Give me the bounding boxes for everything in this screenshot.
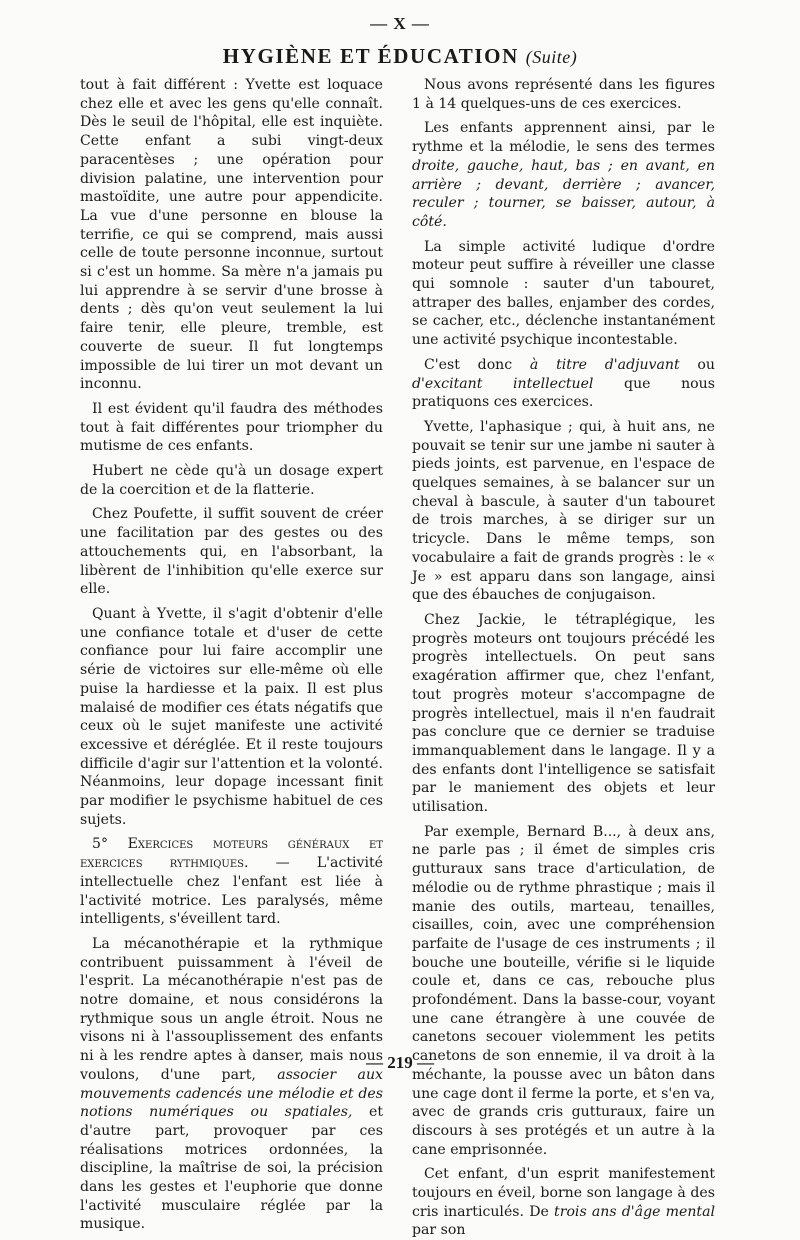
running-title xyxy=(0,44,800,69)
paragraph: C'est donc à titre d'adjuvant ou d'excitant intellectuel que nous pratiquons ces exercices. xyxy=(412,356,715,411)
paragraph: tout à fait différent : Yvette est loquace chez elle et avec les gens qu'elle connaît. Dès le seuil de l'hôpital, elle est inquiète. Cette enfant a subi vingt-deux paracentèses ; une opération pour division palatine, une intervention pour mastoïdite, une autre pour appendicite. La vue d'une personne en blouse la terrifie, ce qui se comprend, mais aussi celle de toute personne inconnue, surtout si c'est un homme. Sa mère n'a jamais pu lui apprendre à se servir d'une brosse à dents ; dès qu'on veut seulement la lui faire tenir, elle pleure, tremble, est couverte de sueur. Il fut longtemps impossible de lui tirer un mot devant un inconnu. xyxy=(80,77,383,393)
paragraph: Par exemple, Bernard B..., à deux ans, ne parle pas ; il émet de simples cris gutturaux sans trace d'articulation, de mélodie ou de rythme phrastique ; mais il manie des outils, marteau, tenailles, cisailles, coin, avec une compréhension parfaite de l'usage de ces instruments ; il bouche une bouteille, vérifie si le liquide coule et, dans ce cas, rebouche plus profondément. Dans la basse-cour, voyant une cane étrangère à une couvée de canetons secouer violemment les petits canetons de son ennemie, il va droit à la méchante, la pousse avec un bâton dans une cage dont il ferme la porte, et s'en va, avec de grands cris gutturaux, faire un discours à ses protégés et un autre à la cane emprisonnée. xyxy=(412,823,715,1158)
section-heading: 5° Exercices moteurs généraux et exercices rythmiques. xyxy=(80,836,383,872)
section-mark: — X — xyxy=(370,14,430,33)
paragraph: Nous avons représenté dans les figures 1 à 14 quelques-uns de ces exercices. xyxy=(412,77,715,112)
paragraph: Chez Jackie, le tétraplégique, les progrès moteurs ont toujours précédé les progrès intellectuels. On peut sans exagération affirmer que, chez l'enfant, tout progrès moteur s'accompagne de progrès intellectuel, mais il n'en faudrait pas conclure que ce dernier se traduise immanquablement dans le langage. Il y a des enfants dont l'intelligence se satisfait par le maniement des objets et leur utilisation. xyxy=(412,611,715,816)
paragraph: Les enfants apprennent ainsi, par le rythme et la mélodie, le sens des termes droite, gauche, haut, bas ; en avant, en arrière ; devant, derrière ; avancer, reculer ; tourner, se baisser, autour, à côté. xyxy=(412,120,715,230)
paragraph: 5° Exercices moteurs généraux et exercices rythmiques. — L'activité intellectuelle chez l'enfant est liée à l'activité motrice. Les paralysés, même intelligents, s'éveillent tard. xyxy=(80,836,383,928)
running-title-main: HYGIÈNE ET ÉDUCATION xyxy=(222,44,519,68)
paragraph: Yvette, l'aphasique ; qui, à huit ans, ne pouvait se tenir sur une jambe ni sauter à pieds joints, est parvenue, en l'espace de quelques semaines, à se balancer sur un cheval à bascule, à sauter d'un tabouret de trois marches, à se diriger sur un tricycle. Dans le même temps, son vocabulaire a fait de grands progrès : le « Je » est apparu dans son langage, ainsi que des ébauches de conjugaison. xyxy=(412,418,715,604)
emphasis: droite, gauche, haut, bas ; en avant, en arrière ; devant, derrière ; avancer, reculer ; tourner, se baisser, autour, à côté. xyxy=(412,157,715,230)
emphasis: trois ans d'âge mental xyxy=(554,1203,715,1220)
running-title-suite: (Suite) xyxy=(525,47,578,67)
paragraph: La simple activité ludique d'ordre moteur peut suffire à réveiller une classe qui somnole : sauter d'un tabouret, attraper des balles, enjamber des cordes, se cacher, etc., déclenche instantanément une activité psychique incontestable. xyxy=(412,238,715,349)
page-number: — 219 — xyxy=(366,1053,434,1072)
emphasis: à titre d'adjuvant xyxy=(529,356,680,373)
paragraph: Chez Poufette, il suffit souvent de créer une facilitation par des gestes ou des attouchements qui, en l'absorbant, la libèrent de l'inhibition qu'elle exerce sur elle. xyxy=(80,506,383,598)
paragraph: Hubert ne cède qu'à un dosage expert de la coercition et de la flatterie. xyxy=(80,463,383,498)
paragraph: La mécanothérapie et la rythmique contribuent puissamment à l'éveil de l'esprit. La mécanothérapie n'est pas de notre domaine, et nous considérons la rythmique sous un angle étroit. Nous ne visons ni à l'assouplissement des enfants ni à les rendre aptes à danser, mais nous voulons, d'une part, associer aux mouvements cadencés une mélodie et des notions numériques ou spatiales, et d'autre part, provoquer par ces réalisations motrices ordonnées, la discipline, la maîtrise de soi, la précision dans les gestes et l'euphorie que donne l'activité musculaire réglée par la musique. xyxy=(80,935,383,1233)
paragraph: Il est évident qu'il faudra des méthodes tout à fait différentes pour triompher du mutisme de ces enfants. xyxy=(80,400,383,455)
emphasis: d'excitant intellectuel xyxy=(412,375,594,392)
paragraph: Cet enfant, d'un esprit manifestement toujours en éveil, borne son langage à des cris inarticulés. De trois ans d'âge mental par son xyxy=(412,1166,715,1239)
emphasis: associer aux mouvements cadencés une mélodie et des notions numériques ou spatiales, xyxy=(80,1066,383,1121)
paragraph: Quant à Yvette, il s'agit d'obtenir d'elle une confiance totale et d'user de cette confiance pour lui faire accomplir une série de victoires sur elle-même où elle puise la hardiesse et la paix. Il est plus malaisé de modifier ces états négatifs que ceux où le sujet manifeste une activité excessive et déréglée. Et il reste toujours difficile d'agir sur l'attention et la volonté. Néanmoins, leur dopage incessant finit par modifier le psychisme habituel de ces sujets. xyxy=(80,605,383,828)
